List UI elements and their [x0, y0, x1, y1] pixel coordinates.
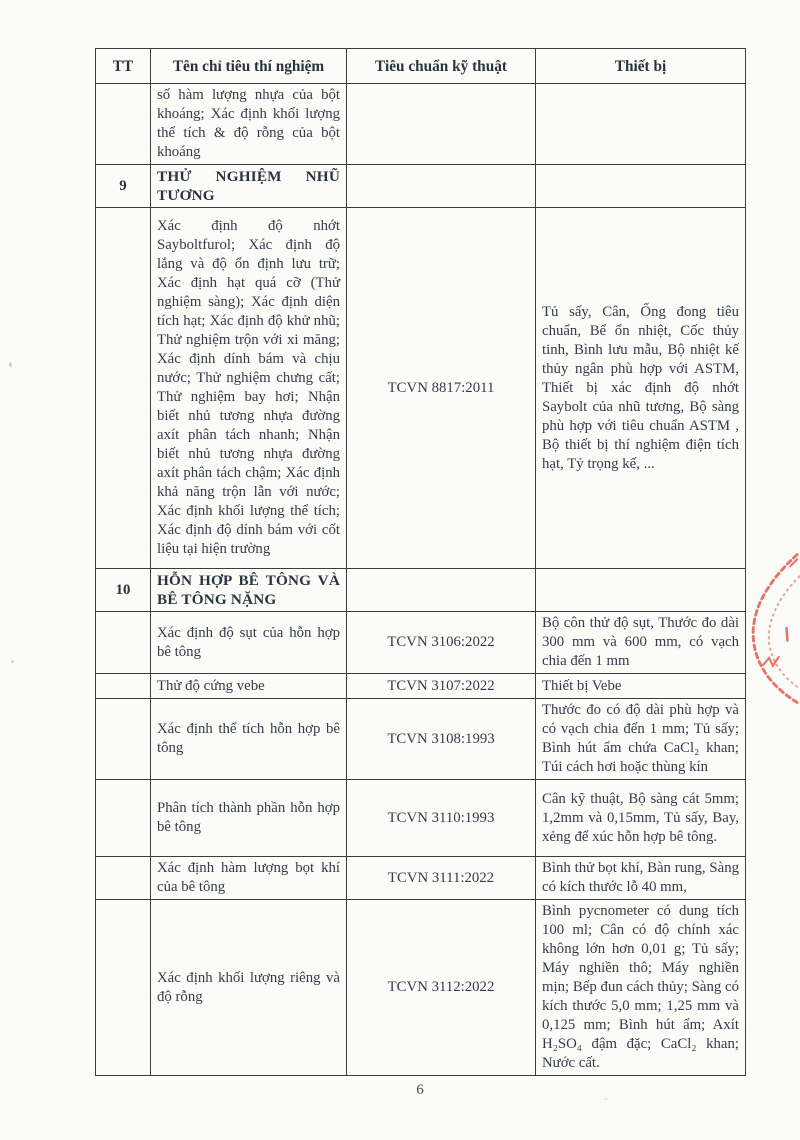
lab-test-table: [95, 48, 746, 1076]
cell-equipment: Bộ côn thử độ sụt, Thước đo dài 300 mm và 600 mm, có vạch chia đến 1 mm: [536, 612, 746, 674]
cell-tt: [96, 699, 151, 780]
cell-standard: TCVN 3110:1993: [347, 780, 536, 857]
scan-speck: [9, 362, 12, 367]
cell-tt: [96, 84, 151, 165]
cell-standard: TCVN 3106:2022: [347, 612, 536, 674]
cell-equipment: Cân kỹ thuật, Bộ sàng cát 5mm; 1,2mm và 0,15mm, Tủ sấy, Bay, xẻng để xúc hỗn hợp bê tông.: [536, 780, 746, 857]
cell-equipment: Bình thử bọt khí, Bàn rung, Sàng có kích thước lỗ 40 mm,: [536, 857, 746, 900]
red-stamp-fragment: [742, 548, 800, 708]
cell-tt: [96, 900, 151, 1076]
cell-equipment: Bình pycnometer có dung tích 100 ml; Cân có độ chính xác không lớn hơn 0,01 g; Tủ sấy; Máy nghiền thô; Máy nghiền mịn; Bếp đun cách thủy; Sàng có kích thước 5,0 mm; 1,25 mm và 0,125 mm; Bình hút ẩm; Axít H₂SO₄ đậm đặc; CaCl₂ khan; Nước cất.: [536, 900, 746, 1076]
cell-standard: TCVN 3111:2022: [347, 857, 536, 900]
table-row: [96, 208, 746, 569]
table-row: [96, 84, 746, 165]
table-row: [96, 569, 746, 612]
cell-standard: [347, 165, 536, 208]
table-header-row: [96, 49, 746, 84]
lab-table-body: [96, 84, 746, 1076]
cell-name: Thử độ cứng vebe: [151, 674, 347, 699]
cell-equipment: [536, 569, 746, 612]
cell-equipment: [536, 84, 746, 165]
cell-equipment: Tủ sấy, Cân, Ống đong tiêu chuẩn, Bể ổn nhiệt, Cốc thủy tinh, Bình lưu mẫu, Bộ nhiệt kế thủy ngân phù hợp với ASTM, Thiết bị xác định độ nhớt Saybolt của nhũ tương, Bộ sàng phù hợp với tiêu chuẩn ASTM , Bộ thiết bị thí nghiệm điện tích hạt, Tỷ trọng kế, ...: [536, 208, 746, 569]
cell-name: HỖN HỢP BÊ TÔNG VÀ BÊ TÔNG NẶNG: [151, 569, 347, 612]
cell-name: số hàm lượng nhựa của bột khoáng; Xác định khối lượng thể tích & độ rỗng của bột khoáng: [151, 84, 347, 165]
cell-tt: [96, 857, 151, 900]
cell-tt: [96, 208, 151, 569]
table-row: [96, 674, 746, 699]
cell-tt: [96, 674, 151, 699]
cell-standard: [347, 569, 536, 612]
cell-standard: TCVN 3107:2022: [347, 674, 536, 699]
table-row: [96, 780, 746, 857]
cell-tt: 9: [96, 165, 151, 208]
cell-standard: TCVN 8817:2011: [347, 208, 536, 569]
table-row: [96, 699, 746, 780]
cell-name: Phân tích thành phần hỗn hợp bê tông: [151, 780, 347, 857]
cell-tt: [96, 612, 151, 674]
cell-name: Xác định thể tích hỗn hợp bê tông: [151, 699, 347, 780]
table-row: [96, 612, 746, 674]
cell-tt: [96, 780, 151, 857]
cell-name: Xác định hàm lượng bọt khí của bê tông: [151, 857, 347, 900]
scan-speck: [11, 660, 14, 663]
col-header-tt: TT: [96, 49, 151, 84]
cell-equipment: [536, 165, 746, 208]
cell-standard: TCVN 3112:2022: [347, 900, 536, 1076]
cell-standard: [347, 84, 536, 165]
cell-name: Xác định độ nhớt Sayboltfurol; Xác định độ lắng và độ ổn định lưu trữ; Xác định hạt quá cỡ (Thử nghiệm sàng); Xác định diện tích hạt; Xác định độ khử nhũ; Thử nghiệm trộn với xi măng; Xác định dính bám và chịu nước; Thử nghiệm chưng cất; Thử nghiệm bay hơi; Nhận biết nhủ tương nhựa đường axít phân tách nhanh; Nhận biết nhủ tương nhựa đường axít phân tách chậm; Xác định khả năng trộn lẫn với nước; Xác định khối lượng thể tích; Xác định độ dính bám với cốt liệu tại hiện trường: [151, 208, 347, 569]
table-row: [96, 857, 746, 900]
cell-standard: TCVN 3108:1993: [347, 699, 536, 780]
cell-name: Xác định độ sụt của hỗn hợp bê tông: [151, 612, 347, 674]
cell-tt: 10: [96, 569, 151, 612]
table-row: [96, 165, 746, 208]
col-header-equipment: Thiết bị: [536, 49, 746, 84]
col-header-standard: Tiêu chuẩn kỹ thuật: [347, 49, 536, 84]
table-row: [96, 900, 746, 1076]
cell-name: THỬ NGHIỆM NHŨ TƯƠNG: [151, 165, 347, 208]
cell-equipment: Thước đo có độ dài phù hợp và có vạch chia đến 1 mm; Tủ sấy; Bình hút ẩm chứa CaCl₂ khan; Túi cách hơi hoặc thùng kín: [536, 699, 746, 780]
cell-equipment: Thiết bị Vebe: [536, 674, 746, 699]
cell-name: Xác định khối lượng riêng và độ rỗng: [151, 900, 347, 1076]
col-header-test-name: Tên chỉ tiêu thí nghiệm: [151, 49, 347, 84]
page-number: 6: [416, 1082, 424, 1098]
